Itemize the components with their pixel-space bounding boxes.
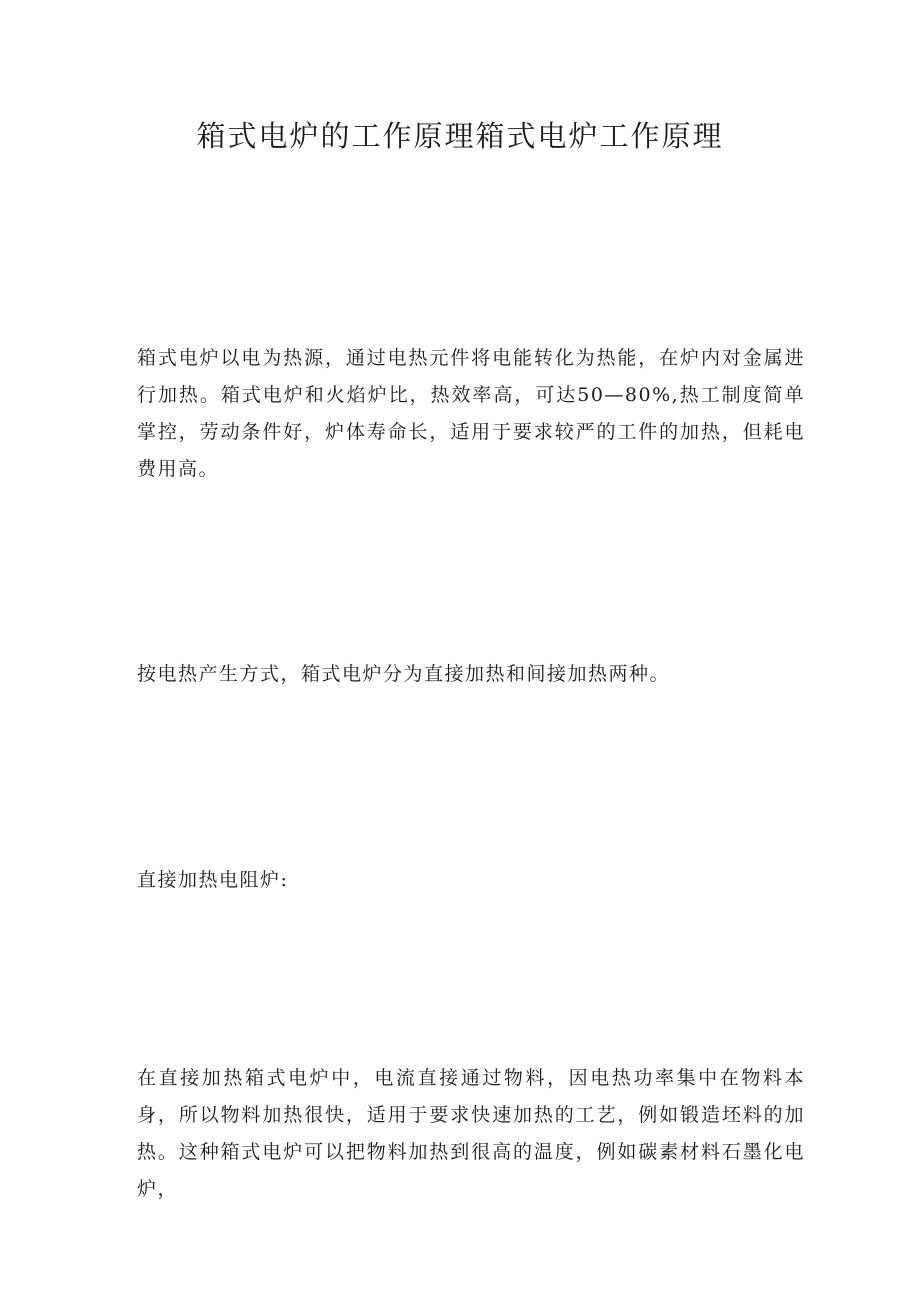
paragraph-intro: 箱式电炉以电为热源，通过电热元件将电能转化为热能，在炉内对金属进行加热。箱式电炉和火焰炉比，热效率高，可达50—80%,热工制度简单掌控，劳动条件好，炉体寿命长，适用于要求较严的工件的加热，但耗电费用高。 <box>137 347 805 480</box>
paragraph-heating-types: 按电热产生方式，箱式电炉分为直接加热和间接加热两种。 <box>137 663 671 685</box>
document-title: 箱式电炉的工作原理箱式电炉工作原理 <box>196 119 724 153</box>
paragraph-direct-heating: 在直接加热箱式电炉中，电流直接通过物料，因电热功率集中在物料本身，所以物料加热很快，适用于要求快速加热的工艺，例如锻造坯料的加热。这种箱式电炉可以把物料加热到很高的温度，例如碳素材料石墨化电炉， <box>137 1067 805 1200</box>
paragraph-direct-heading: 直接加热电阻炉: <box>137 869 289 891</box>
